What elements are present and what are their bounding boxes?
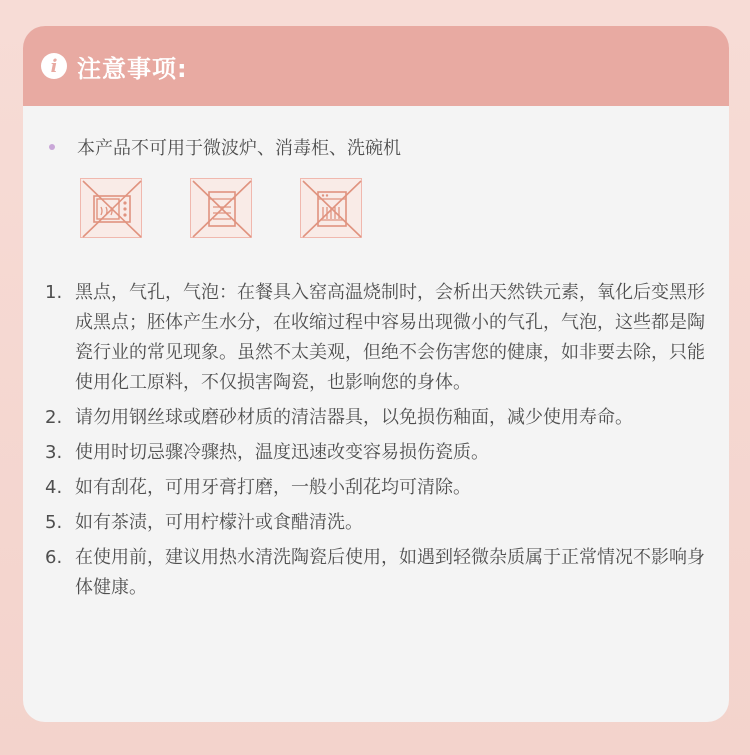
prohibited-icons — [80, 178, 362, 238]
list-item — [45, 278, 705, 398]
item-text: 使用时切忌骤冷骤热，温度迅速改变容易损伤瓷质。 — [75, 442, 489, 463]
item-number: 5. — [45, 512, 63, 533]
info-icon: i — [41, 53, 67, 79]
list-item — [45, 438, 705, 468]
list-item — [45, 473, 705, 503]
card-header — [23, 26, 729, 106]
item-number: 1. — [45, 282, 63, 303]
notice-text: 本产品不可用于微波炉、消毒柜、洗碗机 — [77, 138, 401, 159]
item-number: 3. — [45, 442, 63, 463]
care-instructions-list — [45, 278, 705, 608]
list-item — [45, 403, 705, 433]
dishwasher-prohibited-icon — [300, 178, 362, 238]
list-item — [45, 543, 705, 603]
item-text: 在使用前，建议用热水清洗陶瓷后使用，如遇到轻微杂质属于正常情况不影响身体健康。 — [75, 547, 705, 598]
item-text: 如有刮花，可用牙膏打磨，一般小刮花均可清除。 — [75, 477, 471, 498]
item-number: 4. — [45, 477, 63, 498]
item-text: 如有茶渍，可用柠檬汁或食醋清洗。 — [75, 512, 363, 533]
bullet-dot — [49, 144, 55, 150]
item-text: 请勿用钢丝球或磨砂材质的清洁器具，以免损伤釉面，减少使用寿命。 — [75, 407, 633, 428]
item-number: 2. — [45, 407, 63, 428]
sterilizer-prohibited-icon — [190, 178, 252, 238]
item-number: 6. — [45, 547, 63, 568]
list-item — [45, 508, 705, 538]
notice-row — [49, 134, 401, 160]
notice-card — [23, 26, 729, 722]
microwave-prohibited-icon — [80, 178, 142, 238]
item-text: 黑点，气孔，气泡：在餐具入窑高温烧制时，会析出天然铁元素，氧化后变黑形成黑点；胚体产生水分，在收缩过程中容易出现微小的气孔，气泡，这些都是陶瓷行业的常见现象。虽然不太美观，但绝不会伤害您的健康，如非要去除，只能使用化工原料，不仅损害陶瓷，也影响您的身体。 — [75, 282, 705, 393]
header-title: 注意事项: — [77, 54, 188, 83]
